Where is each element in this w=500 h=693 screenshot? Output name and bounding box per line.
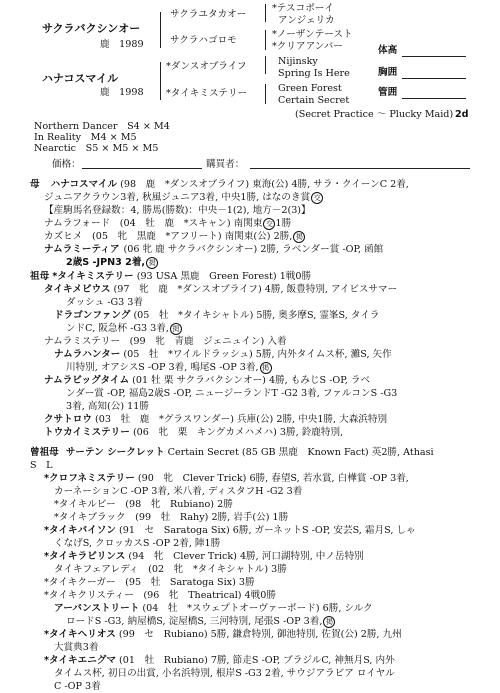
ggd-line-17: ロードS -G3, 納屋橋S, 淀屋橋S, 三河特別, 尾張S -OP 3着, — [66, 616, 323, 627]
pedigree-bracket — [265, 56, 266, 74]
ggd-line-19: (99 セ Rubiano) 5勝, 鎌倉特別, 御池特別, 佐賀(公) 2勝, 九州 — [118, 629, 402, 640]
dam-line-5: ナムラミーティア — [44, 244, 120, 255]
pedigree-sdd: *クリアアンバー — [272, 41, 343, 52]
pedigree-ddd: Certain Secret — [278, 95, 350, 106]
pedigree-dds: Green Forest — [278, 83, 342, 94]
ggd-line-23: タイムス杯, 初日の出賞, 小名浜特別, 根岸S -G3 2着, サウジアラビア ロイヤル — [54, 668, 395, 679]
gd-line-11: ナムラビッグタイム — [44, 375, 130, 386]
buyer-label: 購買者： — [206, 159, 245, 170]
ggd-line-4: カーネーションC -OP 3着, 米八着, ディスタフH -G2 3着 — [54, 486, 303, 497]
dam-name: ハナコスマイル — [42, 72, 119, 85]
ggd-line-5: *タイキルビー (98 牝 Rubiano) 2勝 — [54, 499, 233, 510]
pedigree-bracket — [265, 84, 266, 104]
dam-line-0: (98 鹿 *ダンスオブライフ) 東海(公) 4勝, サラ・クイーンC 2着, — [120, 179, 409, 190]
koryu-mark-icon: 交 — [311, 192, 323, 204]
chest-blank — [402, 78, 466, 79]
gd-line-5: (05 牡 *タイキシャトル) 5勝, 奥多摩S, 霊峯S, タイラ — [133, 310, 380, 321]
dam-line-7: 2歳S -JPN3 2着, — [66, 257, 146, 268]
gd-line-3: ダッシュ -G3 3着 — [66, 297, 143, 308]
ggd-line-12: タイキフェアレディ (02 牝 *タイキシャトル) 3勝 — [54, 564, 287, 575]
dam-line-3: ナムラフォード (04 牡 鹿 *スキャン) 南関東 — [44, 218, 263, 229]
ggd-head: 曾祖母 — [30, 447, 59, 458]
gd-line-4: ドラゴンファング — [54, 310, 131, 321]
great-granddam-section — [30, 446, 478, 693]
pedigree-ss: サクラユタカオー — [170, 9, 247, 20]
pedigree-dss: Nijinsky — [278, 56, 318, 67]
granddam-section — [30, 270, 478, 439]
ggd-line-3: (90 牝 Clever Trick) 6勝, 春望S, 若水賞, 白樺賞 -OP 3着, — [137, 473, 409, 484]
ggd-line-2: *クロフネミステリー — [44, 473, 135, 484]
ggd-line-7: *タイキバイソン — [44, 525, 116, 536]
gd-line-9: (05 牡 *ワイルドラッシュ) 5勝, 内外タイムス杯, 灘S, 矢作 — [123, 349, 392, 360]
dam-info: 鹿 1998 — [100, 87, 144, 98]
cross-0: Northern Dancer S4 × M4 — [34, 121, 170, 132]
price-label: 価格： — [52, 159, 81, 170]
sire-name: サクラバクシンオー — [42, 22, 141, 35]
pedigree-ssd: アンジェリカ — [278, 15, 335, 26]
dam-section: 母 ハナコスマイル (98 鹿 *ダンスオブライフ) 東海(公) 4勝, サラ・クイーンC 2着, ジュニアクラウン3着, 秋風ジュニア3着, 中央1勝, はなのき賞 交 【産駒馬名登録数：4, 勝馬(勝数)：中央－1(2), 地方－2(3)】 ナムラフォード (04 牡 鹿 *スキャン) 南関東 交 1勝 カズヒメ (05 牝 黒鹿 *アフリート) 南関東(公) 2勝, 掲 ナムラミーティア (06 牝 鹿 サクラバクシンオー) 2勝, ラベンダー賞 -OP, 函館 2歳S -JPN3 2着, 掲 — [30, 179, 409, 268]
pedigree-bracket — [160, 12, 161, 48]
dam-line-4: カズヒメ (05 牝 黒鹿 *アフリート) 南関東(公) 2勝, — [44, 231, 293, 242]
pedigree-sss: *テスコボーイ — [272, 3, 334, 14]
gd-title: *タイキミステリー — [52, 271, 134, 282]
pedigree-ddd-note: (Secret Practice ～ Plucky Maid) — [295, 109, 454, 120]
gd-line-14: 3着, 高知(公) 11勝 — [66, 401, 149, 412]
cannon-blank — [402, 98, 466, 99]
height-blank — [402, 56, 466, 57]
ggd-line-16: (04 牡 *スウェプトオーヴァーボード) 6勝, シルク — [142, 603, 373, 614]
height-label: 体高 — [378, 45, 398, 56]
pedigree-bracket — [265, 4, 266, 22]
pedigree-sd: サクラハゴロモ — [170, 35, 237, 46]
cross-1: In Reality M4 × M5 — [34, 132, 137, 143]
ggd-title: サーテン シークレット — [65, 447, 165, 458]
jpn-mark-icon: 掲 — [146, 257, 158, 269]
dam-title: ハナコスマイル — [50, 179, 118, 190]
ggd-line-0: Certain Secret (85 GB 黒鹿 Known Fact) 英2勝, Athasi — [167, 447, 434, 458]
gd-line-13: ンダー賞 -OP, 福島2歳S -OP, ニュージーランドT -G2 3着, ファルコンS -G3 — [66, 388, 398, 399]
ggd-line-24: C -OP 3着 — [54, 681, 101, 692]
gd-line-16: (03 牡 鹿 *グラスワンダー) 兵庫(公) 2勝, 中央1勝, 大森浜特別 — [95, 414, 388, 425]
ggd-line-20: 大賞典3着 — [54, 642, 99, 653]
cannon-label: 管囲 — [378, 87, 398, 98]
chest-label: 胸囲 — [378, 67, 398, 78]
gd-line-0: (93 USA 黒鹿 Green Forest) 1戦0勝 — [136, 271, 312, 282]
pedigree-dsd: Spring Is Here — [278, 68, 350, 79]
jpn-mark-icon: 掲 — [293, 231, 305, 243]
dam-line-1: ジュニアクラウン3着, 秋風ジュニア3着, 中央1勝, はなのき賞 — [44, 192, 311, 203]
ggd-line-15: アーバンストリート — [54, 603, 140, 614]
ggd-line-22: (01 牡 Rubiano) 7勝, 節走S -OP, ブラジルC, 神無月S, 内外 — [119, 655, 395, 666]
gd-line-6: ンドC, 阪急杯 -G3 3着, — [66, 323, 169, 334]
pedigree-sds: *ノーザンテースト — [272, 29, 353, 40]
pedigree-dd: *タイキミステリー — [166, 88, 248, 99]
gd-line-2: (97 牝 鹿 *ダンスオブライフ) 4勝, 飯豊特別, アイビスサマー — [113, 284, 398, 295]
gd-line-17: トウカイミステリー — [44, 427, 130, 438]
ggd-line-11: (94 牝 Clever Trick) 4勝, 河口湖特別, 中ノ岳特別 — [128, 551, 364, 562]
jpn-mark-icon: 掲 — [323, 616, 335, 628]
jpn-mark-icon: 掲 — [170, 323, 182, 335]
family-number: 2d — [455, 109, 469, 120]
gd-line-8: ナムラハンター — [54, 349, 121, 360]
gd-line-7: ナムラミステリー (99 牝 青鹿 ジェニュイン) 入着 — [44, 336, 287, 347]
pedigree-ds: *ダンスオブライフ — [166, 61, 247, 72]
cross-2: Nearctic S5 × M5 × M5 — [34, 143, 159, 154]
gd-line-15: クサトロウ — [44, 414, 92, 425]
jpn-mark-icon: 掲 — [260, 362, 272, 374]
gd-line-12: (01 牡 栗 サクラバクシンオー) 4勝, もみじS -OP, ラベ — [132, 375, 371, 386]
ggd-line-13: *タイキクーガー (95 牡 Saratoga Six) 3勝 — [44, 577, 255, 588]
ggd-line-6: *タイキブラック (99 牡 Rahy) 2勝, 岩手(公) 1勝 — [54, 512, 289, 523]
ggd-line-21: *タイキエニグマ — [44, 655, 116, 666]
dam-head: 母 — [30, 179, 40, 190]
price-blank[interactable] — [82, 168, 202, 169]
gd-line-1: タイキメビウス — [44, 284, 111, 295]
ggd-line-9: くなげS, クロッカスS -OP 2着, 陣1勝 — [54, 538, 221, 549]
gd-line-10: 川特別, オアシスS -OP 3着, 鳴尾S -OP 3着, — [66, 362, 259, 373]
ggd-line-14: *タイキクリスティー (96 牝 Theatrical) 4戦0勝 — [44, 590, 276, 601]
koryu-mark-icon: 交 — [263, 218, 275, 230]
gd-line-18: (06 牝 栗 キングカメハメハ) 3勝, 鈴鹿特別, — [132, 427, 344, 438]
ggd-line-18: *タイキヘリオス — [44, 629, 116, 640]
sire-info: 鹿 1989 — [100, 39, 144, 50]
dam-line-6: (06 牝 鹿 サクラバクシンオー) 2勝, ラベンダー賞 -OP, 函館 — [123, 244, 384, 255]
gd-head: 祖母 — [30, 271, 50, 282]
dam-line-2: 【産駒馬名登録数：4, 勝馬(勝数)：中央－1(2), 地方－2(3)】 — [44, 205, 311, 216]
ggd-line-1: S L — [30, 460, 53, 471]
pedigree-bracket — [160, 62, 161, 100]
buyer-blank[interactable] — [250, 168, 470, 169]
ggd-line-10: *タイキラビリンス — [44, 551, 126, 562]
ggd-line-8: (91 セ Saratoga Six) 6勝, ガーネットS -OP, 安芸S, 霜月S, しゃ — [119, 525, 416, 536]
pedigree-bracket — [265, 30, 266, 50]
